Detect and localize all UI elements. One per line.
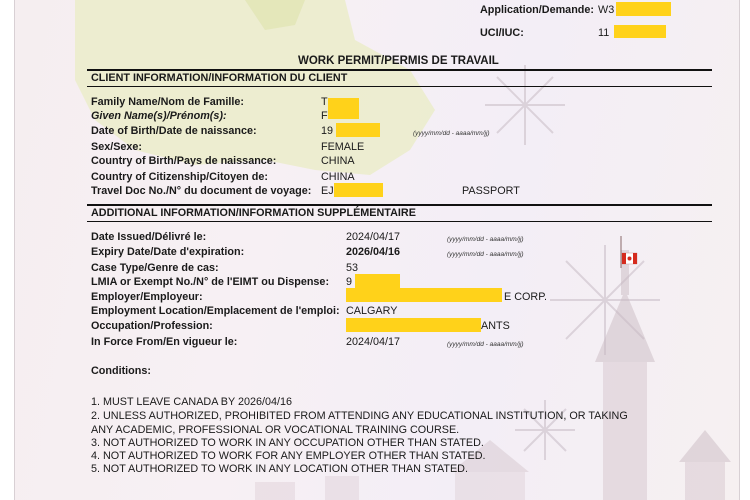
title-rule [87, 69, 712, 71]
location-label: Employment Location/Emplacement de l'emploi: [91, 305, 340, 317]
travel-doc-prefix: EJ [321, 185, 334, 197]
conditions-heading: Conditions: [91, 365, 151, 377]
employer-suffix: E CORP. [504, 291, 548, 303]
issued-format-hint: (yyyy/mm/dd - aaaa/mm/jj) [447, 236, 524, 243]
family-name-prefix: T [321, 96, 328, 108]
dob-label: Date of Birth/Date de naissance: [91, 125, 257, 137]
client-section-heading: CLIENT INFORMATION/INFORMATION DU CLIENT [91, 72, 348, 84]
citizenship-label: Country of Citizenship/Citoyen de: [91, 171, 268, 183]
additional-section-rule [87, 221, 712, 222]
redaction-family-name [328, 98, 359, 119]
work-permit-document [14, 0, 740, 500]
lmia-prefix: 9 [346, 276, 353, 288]
condition-item: 3. NOT AUTHORIZED TO WORK IN ANY OCCUPATION OTHER THAN STATED. [91, 437, 484, 449]
condition-item: 5. NOT AUTHORIZED TO WORK IN ANY LOCATION OTHER THAN STATED. [91, 463, 468, 475]
expiry-value: 2026/04/16 [346, 246, 401, 258]
birth-country-label: Country of Birth/Pays de naissance: [91, 155, 277, 167]
travel-doc-type: PASSPORT [462, 185, 520, 197]
redaction-uci-number [614, 25, 666, 38]
travel-doc-label: Travel Doc No./N° du document de voyage: [91, 185, 312, 197]
condition-item: 1. MUST LEAVE CANADA BY 2026/04/16 [91, 396, 293, 408]
given-names-label: Given Name(s)/Prénom(s): [91, 110, 227, 122]
redaction-dob [336, 123, 380, 137]
location-value: CALGARY [346, 305, 398, 317]
redaction-occupation [346, 318, 481, 332]
redaction-travel-doc [334, 183, 383, 197]
condition-item: 2. UNLESS AUTHORIZED, PROHIBITED FROM ATTENDING ANY EDUCATIONAL INSTITUTION, OR TAKING [91, 410, 628, 422]
lmia-label: LMIA or Exempt No./N° de l'EIMT ou Dispense: [91, 276, 330, 288]
expiry-label: Expiry Date/Date d'expiration: [91, 246, 245, 258]
issued-label: Date Issued/Délivré le: [91, 231, 207, 243]
condition-item: ANY ACADEMIC, PROFESSIONAL OR VOCATIONAL TRAINING COURSE. [91, 424, 460, 436]
sex-label: Sex/Sexe: [91, 141, 143, 153]
case-type-label: Case Type/Genre de cas: [91, 262, 219, 274]
document-title: WORK PERMIT/PERMIS DE TRAVAIL [298, 55, 499, 67]
family-name-label: Family Name/Nom de Famille: [91, 96, 245, 108]
uci-label: UCI/IUC: [480, 27, 524, 39]
additional-section-top-rule [87, 204, 712, 206]
dob-format-hint: (yyyy/mm/dd - aaaa/mm/jj) [413, 130, 490, 137]
occupation-label: Occupation/Profession: [91, 320, 213, 332]
sex-value: FEMALE [321, 141, 365, 153]
in-force-format-hint: (yyyy/mm/dd - aaaa/mm/jj) [447, 341, 524, 348]
uci-number-prefix: 11 [598, 27, 610, 39]
citizenship-value: CHINA [321, 171, 355, 183]
application-number-prefix: W3 [598, 4, 615, 16]
client-section-rule [87, 86, 712, 87]
additional-section-heading: ADDITIONAL INFORMATION/INFORMATION SUPPLÉMENTAIRE [91, 207, 416, 219]
redaction-lmia [355, 274, 400, 288]
in-force-label: In Force From/En vigueur le: [91, 336, 238, 348]
occupation-suffix: ANTS [481, 320, 510, 332]
redaction-employer [346, 288, 502, 302]
dob-prefix: 19 [321, 125, 334, 137]
employer-label: Employer/Employeur: [91, 291, 203, 303]
birth-country-value: CHINA [321, 155, 355, 167]
in-force-value: 2024/04/17 [346, 336, 401, 348]
given-names-prefix: F [321, 110, 328, 122]
application-label: Application/Demande: [480, 4, 594, 16]
case-type-value: 53 [346, 262, 359, 274]
condition-item: 4. NOT AUTHORIZED TO WORK FOR ANY EMPLOYER OTHER THAN STATED. [91, 450, 486, 462]
expiry-format-hint: (yyyy/mm/dd - aaaa/mm/jj) [447, 251, 524, 258]
redaction-application-number [616, 2, 671, 16]
issued-value: 2024/04/17 [346, 231, 401, 243]
